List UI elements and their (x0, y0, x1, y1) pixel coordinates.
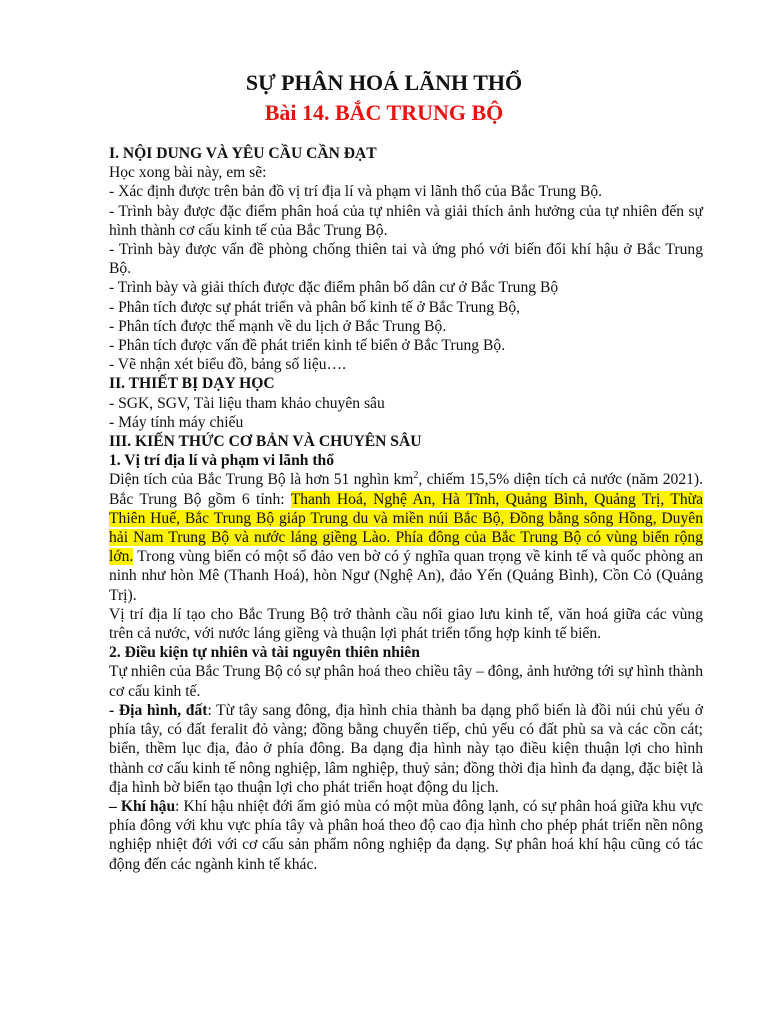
section-heading-2: II. THIẾT BỊ DẠY HỌC (109, 375, 275, 393)
objective-item: - Phân tích được vấn đề phát triển kinh tế biển ở Bắc Trung Bộ. (109, 337, 506, 355)
objective-item: - Trình bày và giải thích được đặc điểm phân bố dân cư ở Bắc Trung Bộ (109, 279, 559, 297)
terrain-label: - Địa hình, đất (109, 701, 208, 719)
paragraph-location (109, 470, 703, 604)
paragraph-role: Vị trí địa lí tạo cho Bắc Trung Bộ trở thành cầu nối giao lưu kinh tế, văn hoá giữa các vùng trên cả nước, với nước láng giềng và thuận lợi phát triển tổng hợp kinh tế biển. (109, 605, 703, 643)
objective-item: - Trình bày được vấn đề phòng chống thiên tai và ứng phó với biến đổi khí hậu ở Bắc Trung Bộ. (109, 241, 703, 278)
objective-item: - Phân tích được thế mạnh về du lịch ở Bắc Trung Bộ. (109, 317, 447, 335)
superscript: 2 (413, 470, 419, 482)
section-intro: Học xong bài này, em sẽ: (109, 164, 267, 182)
text-span: : Khí hậu nhiệt đới ẩm gió mùa có một mùa đông lạnh, có sự phân hoá giữa khu vực phía đông với khu vực phía tây và phân hoá theo độ cao địa hình cho phép phát triển nền nông nghiệp nhiệt đới với cơ cấu sản phẩm nông nghiệp đa dạng. Sự phân hoá khí hậu cũng có tác động đến các ngành kinh tế khác. (109, 797, 704, 873)
objective-item: - Phân tích được sự phát triển và phân bố kinh tế ở Bắc Trung Bộ, (109, 298, 521, 316)
paragraph-climate (109, 797, 703, 874)
paragraph-terrain (109, 701, 703, 797)
objective-item: - Xác định được trên bản đồ vị trí địa lí và phạm vi lãnh thổ của Bắc Trung Bộ. (109, 183, 603, 201)
objective-item: - Trình bày được đặc điểm phân hoá của tự nhiên và giải thích ảnh hưởng của tự nhiên đến sự hình thành cơ cấu kinh tế của Bắc Trung Bộ. (109, 202, 703, 239)
subsection-heading-1: 1. Vị trí địa lí và phạm vi lãnh thổ (109, 452, 334, 470)
text-span: , chiếm 15,5% diện tích cả nước (năm 2021). Bắc Trung Bộ gồm 6 tỉnh: (109, 471, 704, 508)
equipment-item: - Máy tính máy chiếu (109, 413, 244, 431)
paragraph-nature: Tự nhiên của Bắc Trung Bộ có sự phân hoá theo chiều tây – đông, ảnh hưởng tới sự hình thành cơ cấu kinh tế. (109, 663, 703, 700)
text-span: : Từ tây sang đông, địa hình chia thành ba dạng phổ biến là đồi núi chủ yếu ở phía tây, có đất feralit đỏ vàng; đồng bằng chuyển tiếp, chủ yếu có đất phù sa và các cồn cát; biển, thềm lục địa, đảo ở phía đông. Ba dạng địa hình này tạo điều kiện thuận lợi cho hình thành cơ cấu kinh tế nông nghiệp, lâm nghiệp, thuỷ sản; đồng thời địa hình đa dạng, đặc biệt là địa hình bờ biển tạo thuận lợi cho phát triển hoạt động du lịch. (109, 701, 703, 796)
document-body (109, 144, 703, 874)
section-heading-3: III. KIẾN THỨC CƠ BẢN VÀ CHUYÊN SÂU (109, 433, 422, 451)
highlighted-text: Thanh Hoá, Nghệ An, Hà Tĩnh, Quảng Bình, Quảng Trị, Thừa Thiên Huế, Bắc Trung Bộ giáp Trung du và miền núi Bắc Bộ, Đồng bằng sông Hồng, Duyên hải Nam Trung Bộ và nước láng giềng Lào. Phía đông của Bắc Trung Bộ có vùng biển rộng lớn. (109, 490, 703, 566)
subsection-heading-2: 2. Điều kiện tự nhiên và tài nguyên thiên nhiên (109, 644, 420, 662)
text-span: Diện tích của Bắc Trung Bộ là hơn 51 nghìn km (109, 471, 414, 489)
text-span: Trong vùng biển có một số đảo ven bờ có ý nghĩa quan trọng về kinh tế và quốc phòng an ninh như hòn Mê (Thanh Hoá), hòn Ngư (Nghệ An), đảo Yến (Quảng Bình), Cồn Cỏ (Quảng Trị). (109, 548, 703, 604)
objective-item: - Vẽ nhận xét biểu đồ, bảng số liệu…. (109, 356, 347, 374)
equipment-item: - SGK, SGV, Tài liệu tham khảo chuyên sâu (109, 394, 385, 412)
section-heading-1: I. NỘI DUNG VÀ YÊU CẦU CẦN ĐẠT (109, 145, 377, 162)
climate-label: – Khí hậu (109, 797, 176, 815)
document-title: SỰ PHÂN HOÁ LÃNH THỔ (245, 70, 523, 95)
lesson-title: Bài 14. BẮC TRUNG BỘ (264, 100, 504, 125)
